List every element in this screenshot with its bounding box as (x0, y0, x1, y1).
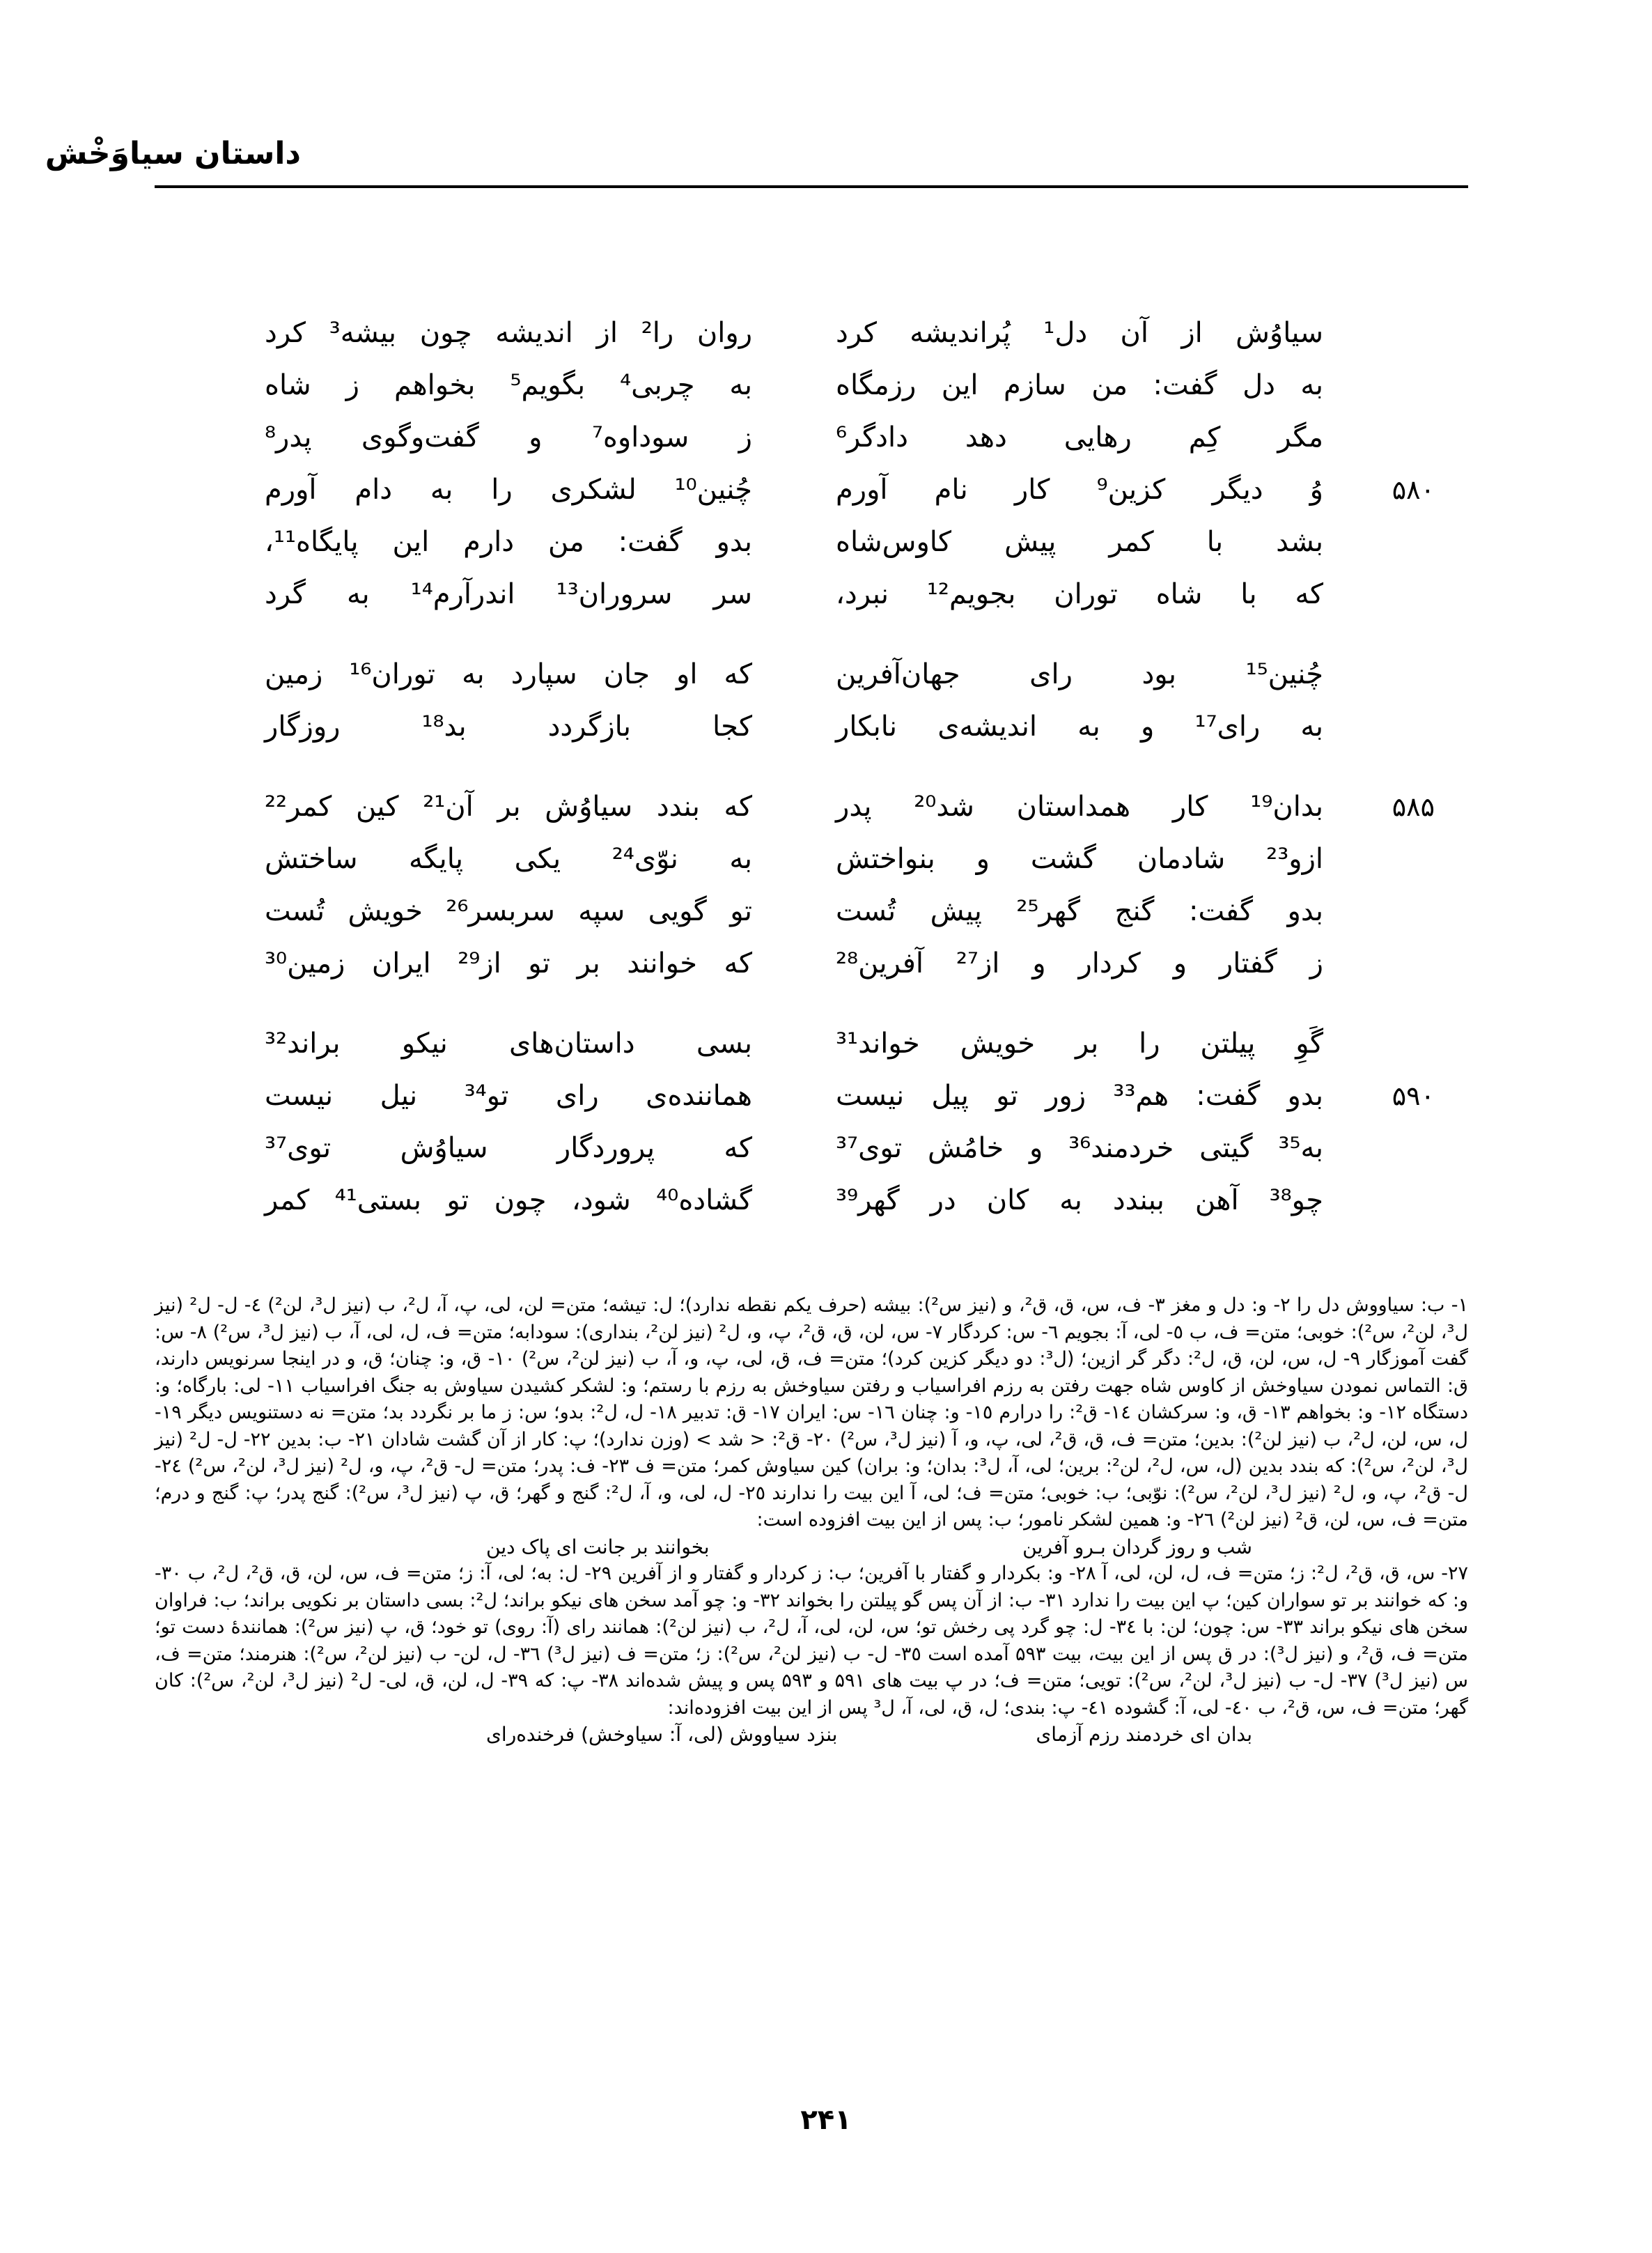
hemistich-second: روان را² از اندیشه چون بیشه³ کرد (265, 316, 753, 349)
hemistich-second: کجا بازگردد بد¹⁸ روزگار (265, 710, 752, 743)
couplet (265, 833, 1518, 885)
couplet (265, 885, 1518, 937)
hemistich-second: که بندد سیاوُش بر آن²¹ کین کمر²² (265, 790, 753, 823)
couplet (265, 700, 1518, 752)
poem-body (265, 307, 1518, 1254)
hemistich-first: بدان¹⁹ کار همداستان شد²⁰ پدر (836, 790, 1323, 823)
added-verse-left: بنزد سیاووش (لی، آ: سیاوخش) فرخنده‌رای (486, 1723, 838, 1746)
hemistich-first: به رای¹⁷ و به اندیشه‌ی نابکار (836, 710, 1323, 743)
hemistich-first: بدو گفت: هم³³ زور تو پیل نیست (836, 1079, 1324, 1112)
hemistich-first: چو³⁸ آهن ببندد به کان در گهر³⁹ (836, 1184, 1323, 1216)
hemistich-second: سر سروران¹³ اندرآرم¹⁴ به گرد (265, 578, 753, 610)
couplet (265, 568, 1518, 620)
header-divider (155, 185, 1468, 188)
hemistich-second: همانند‌ه‌ی رای تو³⁴ نیل نیست (265, 1079, 752, 1112)
hemistich-first: مگر کِم رهایی دهد دادگر⁶ (836, 421, 1323, 454)
page-header-title: داستان سیاوَخْش (45, 136, 301, 171)
couplet (265, 780, 1518, 833)
couplet (265, 463, 1518, 516)
stanza (265, 307, 1518, 620)
hemistich-second: که خوانند بر تو از²⁹ ایران زمین³⁰ (265, 947, 753, 980)
stanza (265, 648, 1518, 752)
couplet (265, 1174, 1518, 1226)
hemistich-first: چُنین¹⁵ بود رای جهان‌آفرین (836, 658, 1323, 690)
footnote-added-verse (486, 1721, 1252, 1749)
verse-number: ۵۹۰ (1392, 1080, 1435, 1111)
hemistich-second: چُنین¹⁰ لشکری را به دام آورم (265, 473, 752, 506)
footnote-paragraph: ۱- ب: سیاووش دل را ۲- و: دل و مغز ۳- ف، س، ق، ق²، و (نیز س²): بیشه (حرف یکم نقطه ندارد)؛ ل: تیشه؛ متن= لن، لی، پ، آ، ل²، ب (نیز ل³، لن²) ٤- ل- ل² (نیز ل³، لن²، س²): خوبی؛ متن= ف، ب ٥- لی، آ: بجویم ٦- س: کردگار ٧- س، لن، ق، ق²، پ، و، ل² (نیز لن²، بنداری): سودابه؛ متن= ف، ل، لی، آ، ب (نیز ل³، س²) ٨- س: گفت آموزگار ٩- ل، س، لن، ق، ل²: دگر گر ازین؛ (ل³: دو دیگر کزین کرد)؛ متن= ف، ق، لی، پ، و، آ، ب (نیز لن²، س²) ١٠- ق، و: چنان؛ ق، و در اینجا سرنویس دارند، ق: التماس نمودن سیاوخش از کاوس شاه جهت رفتن به رزم افراسیاب و رفتن سیاوخش به رزم با رستم؛ و: لشکر کشیدن سیاوش به جنگ افراسیاب ١١- لی: بارگاه؛ و: دستگاه ١٢- و: بخواهم ١٣- ق، و: سرکشان ١٤- ق²: را درارم ١٥- و: چنان ١٦- س: ایران ١٧- ق: تدبیر ١٨- ل، ل²: بدو؛ س: ز ما بر نگردد بد؛ متن= نه دستنویس دیگر ١٩- ل، س، لن، ل²، ب (نیز لن²): بدین؛ متن= ف، ق، ق²، لی، پ، و، آ (نیز ل³، س²) ٢٠- ق²: < شد > (وزن ندارد)؛ پ: کار از آن گشت شادان ٢١- ب: بدین ٢٢- ل- ل² (نیز ل³، لن²، س²): که بندد بدین (ل، س، ل²، لن²: برین؛ لی، آ، ل³: بدان؛ و: بران) کین سیاوش کمر؛ متن= ف ٢٣- ف: پدر؛ متن= ل- ق²، پ، و، ل² (نیز ل³، لن²، س²) ٢٤- ل- ق²، پ، و، ل² (نیز ل³، لن²، س²): نوّبی؛ ب: خوبی؛ متن= ف؛ لی، آ این بیت را ندارند ٢٥- ل، لی، و، آ، ل²: گنج و گهر؛ ق، پ (نیز ل³، س²): گنج پدر؛ پ: گنج و درم؛ متن= ف، س، لن، ق² (نیز لن²) ٢٦- و: همین لشکر نامور؛ ب: پس از این بیت افزوده است: (155, 1294, 1469, 1531)
couplet (265, 411, 1518, 463)
added-verse-right: بدان ای خردمند رزم آزمای (1036, 1723, 1252, 1746)
couplet (265, 1122, 1518, 1174)
hemistich-second: که پروردگار سیاوُش توی³⁷ (265, 1131, 752, 1164)
hemistich-second: به نوّی²⁴ یکی پایگه ساختش (265, 842, 752, 875)
hemistich-first: بدو گفت: گنج گهر²⁵ پیش تُست (836, 895, 1323, 927)
footnote-paragraph: ٢٧- س، ق، ق²، ل²: ز؛ متن= ف، ل، لن، لی، آ ٢٨- و: بکردار و گفتار با آفرین؛ ب: ز کردار و گفتار و از آفرین ٢٩- ل: به؛ لی، آ: ز؛ متن= ف، س، لن، ق، ق²، ل²، ب ٣٠- و: که خوانند بر تو سواران کین؛ پ این بیت را ندارد ٣١- ب: از آن پس گو پیلتن را بخواند ٣٢- و: چو آمد سخن های نیکو براند؛ ل²: بسی داستان بر نکویی براند؛ ب: فراوان سخن های نیکو براند ٣٣- س: چون؛ لن: با ٣٤- ل: چو گرد پی رخش تو؛ س، لن، لی، آ، ل²، ب (نیز لن²): همانند رای (آ: روی) تو خود؛ ق، پ (نیز س²): همانندهٔ دست تو؛ متن= ف، ق²، و (نیز ل³): در ق پس از این بیت، بیت ۵۹۳ آمده است ٣٥- ل- ب (نیز لن²، س²): ز؛ متن= ف (نیز ل³) ٣٦- ل، لن- ب (نیز لن²، س²): هنرمند؛ متن= ف، س (نیز ل³) ٣٧- ل- ب (نیز ل³، لن²، س²): تویی؛ متن= ف؛ در پ بیت های ۵۹۱ و ۵۹۳ پس و پیش شده‌اند ٣٨- پ: که ٣٩- ل، لن، ق، لی- ل² (نیز ل³، لن²، س²): کان گهر؛ متن= ف، س، ق²، ب ٤٠- لی، آ: گشوده ٤١- پ: بندی؛ ل، ق، لی، آ، ل³ پس از این بیت افزوده‌اند: (155, 1563, 1468, 1719)
couplet (265, 1069, 1518, 1122)
added-verse-left: بخوانند بر جانت ای پاک دین (486, 1535, 710, 1558)
hemistich-second: بدو گفت: من دارم این پایگاه¹¹، (265, 525, 752, 558)
couplet (265, 516, 1518, 568)
hemistich-first: ازو²³ شادمان گشت و بنواختش (836, 842, 1323, 875)
hemistich-first: سیاوُش از آن دل¹ پُراندیشه کرد (836, 316, 1324, 349)
hemistich-second: بسی داستان‌های نیکو براند³² (265, 1027, 752, 1060)
footnote-added-verse (486, 1534, 1252, 1561)
couplet (265, 1017, 1518, 1069)
hemistich-first: به دل گفت: من سازم این رزمگاه (836, 369, 1323, 401)
stanza (265, 1017, 1518, 1226)
hemistich-second: که او جان سپارد به توران¹⁶ زمین (265, 658, 752, 690)
page-number: ۲۴۱ (800, 2104, 852, 2136)
hemistich-first: گَوِ پیلتن را بر خویش خواند³¹ (836, 1027, 1323, 1060)
hemistich-first: بشد با کمر پیش کاوس‌شاه (836, 525, 1323, 558)
hemistich-second: به چربی⁴ بگویم⁵ بخواهم ز شاه (265, 369, 752, 401)
couplet (265, 648, 1518, 700)
verse-number: ۵۸۵ (1392, 791, 1435, 822)
stanza (265, 780, 1518, 989)
added-verse-right: شب و روز گردان بـرو آفرین (1022, 1535, 1252, 1558)
hemistich-first: ز گفتار و کردار و از²⁷ آفرین²⁸ (836, 947, 1323, 980)
couplet (265, 937, 1518, 989)
hemistich-second: گشاده⁴⁰ شود، چون تو بستی⁴¹ کمر (265, 1184, 752, 1216)
couplet (265, 307, 1518, 359)
hemistich-second: تو گویی سپه سربسر²⁶ خویش تُست (265, 895, 752, 927)
verse-number: ۵۸۰ (1392, 474, 1435, 505)
footnotes (155, 1292, 1468, 1749)
couplet (265, 359, 1518, 411)
hemistich-first: به³⁵ گیتی خردمند³⁶ و خامُش توی³⁷ (836, 1131, 1324, 1164)
hemistich-first: وُ دیگر کزین⁹ کار نام آورم (836, 473, 1323, 506)
hemistich-first: که با شاه توران بجویم¹² نبرد، (836, 578, 1323, 610)
hemistich-second: ز سوداوه⁷ و گفت‌وگوی پدر⁸ (265, 421, 752, 454)
